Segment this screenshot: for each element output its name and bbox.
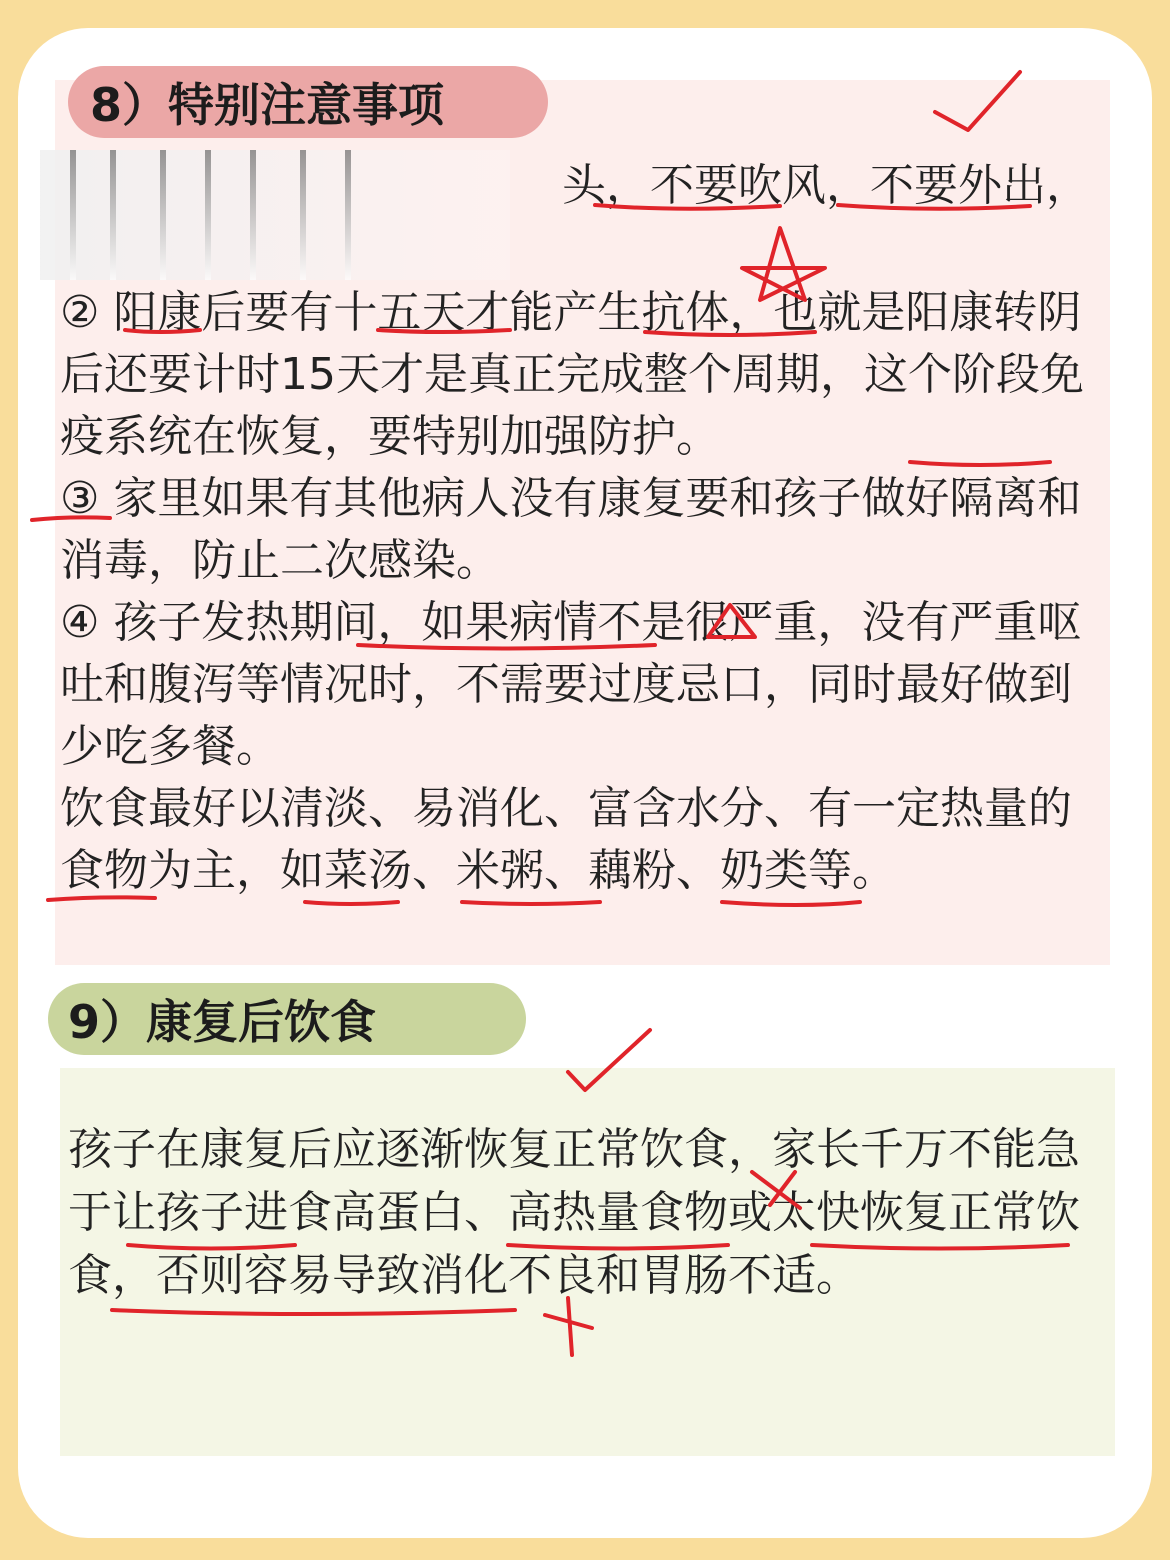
section-8-paragraph-4: ④ 孩子发热期间，如果病情不是很严重，没有严重呕吐和腹泻等情况时，不需要过度忌口，同时最好做到少吃多餐。 — [60, 597, 1082, 772]
section-8-title — [68, 66, 548, 138]
section-9-title-text: 9）康复后饮食 — [68, 995, 377, 1049]
section-9-title — [48, 983, 526, 1055]
section-9-paragraph-1: 孩子在康复后应逐渐恢复正常饮食，家长千万不能急于让孩子进食高蛋白、高热量食物或太快恢复正常饮食，否则容易导致消化不良和胃肠不适。 — [68, 1124, 1080, 1301]
section-8-body — [60, 282, 1115, 902]
section-8-title-text: 8）特别注意事项 — [90, 78, 445, 132]
section-9-body — [68, 1118, 1098, 1307]
section-8-first-line: 头，不要吹风，不要外出， — [562, 160, 1090, 211]
section-8-paragraph-3: ③ 家里如果有其他病人没有康复要和孩子做好隔离和消毒，防止二次感染。 — [60, 473, 1082, 586]
section-8-paragraph-5: 饮食最好以清淡、易消化、富含水分、有一定热量的食物为主，如菜汤、米粥、藕粉、奶类等。 — [60, 783, 1072, 896]
section-8-paragraph-2: ② 阳康后要有十五天才能产生抗体，也就是阳康转阴后还要计时15天才是真正完成整个周期，这个阶段免疫系统在恢复，要特别加强防护。 — [60, 287, 1084, 462]
